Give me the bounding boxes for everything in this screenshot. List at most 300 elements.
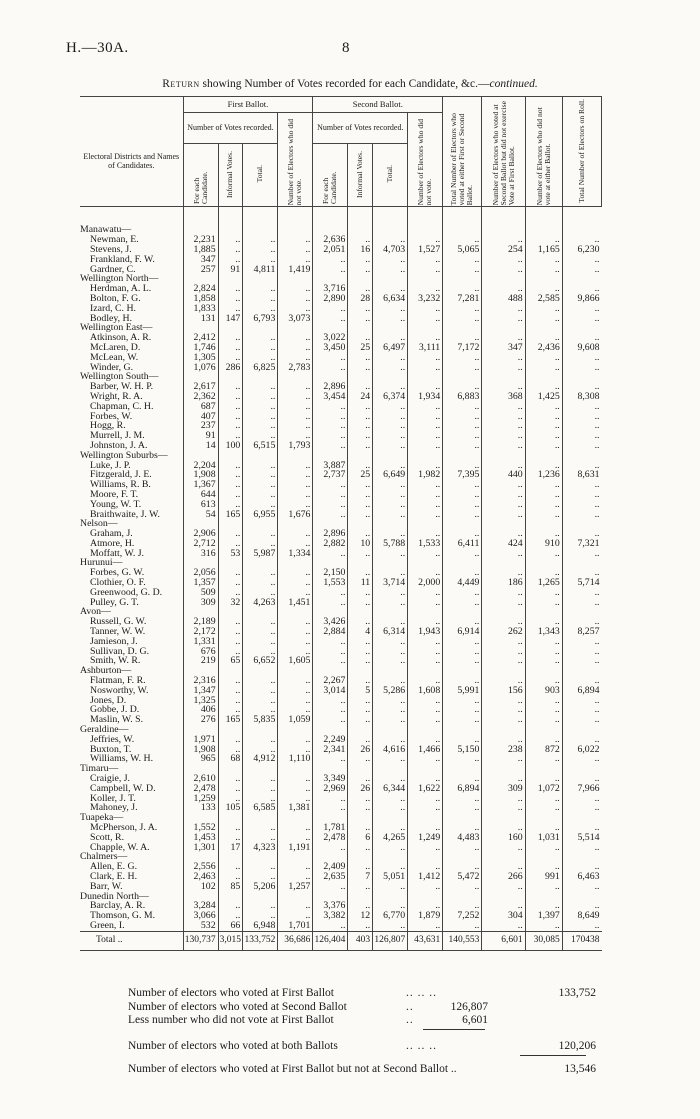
vote-cell: .. [218,794,243,804]
vote-cell: .. [278,294,313,304]
vote-cell: .. [562,715,601,725]
vote-cell: .. [218,490,243,500]
vote-cell: .. [482,598,525,608]
name-text: McLean, W. [90,351,139,363]
vote-cell: .. [408,353,443,363]
vote-cell: .. [218,461,243,471]
name-text: Wellington East— [80,322,153,334]
vote-cell: .. [525,412,562,422]
vote-cell: 3,454 [313,392,348,402]
vote-cell: .. [482,510,525,520]
vote-cell: .. [443,617,482,627]
name-text: Campbell, W. D. [90,782,156,794]
vote-cell: .. [218,735,243,745]
vote-cell: 160 [482,833,525,843]
vote-cell: .. [373,412,408,422]
name-text: Clark, E. H. [90,870,138,882]
vote-cell: 1,059 [278,715,313,725]
vote-cell: .. [443,363,482,373]
vote-cell: .. [313,882,348,892]
vote-cell: .. [243,647,278,657]
vote-cell: .. [408,333,443,343]
vote-cell: .. [373,823,408,833]
vote-cell: 7,281 [443,294,482,304]
vote-cell: .. [443,823,482,833]
vote-cell: .. [373,529,408,539]
vote-cell: .. [218,392,243,402]
vote-cell: .. [482,490,525,500]
vote-cell: .. [373,715,408,725]
vote-cell: 8,649 [562,911,601,921]
vote-cell: .. [278,647,313,657]
vote-cell: 7,966 [562,784,601,794]
vote-cell: .. [243,774,278,784]
vote-cell: .. [243,382,278,392]
first-ballot-header: First Ballot. [183,97,313,113]
vote-cell: .. [408,617,443,627]
vote-cell: .. [243,578,278,588]
vote-cell: 407 [183,412,218,422]
vote-cell: 25 [348,470,373,480]
name-text: Braithwaite, J. W. [90,508,160,520]
vote-cell: 1,331 [183,637,218,647]
vote-cell: 1,605 [278,656,313,666]
name-text: Nosworthy, W. [90,684,149,696]
vote-cell: 2,362 [183,392,218,402]
name-text: Graham, J. [90,528,133,540]
vote-cell: 1,533 [408,539,443,549]
vote-cell: .. [562,588,601,598]
vote-cell: 7,172 [443,343,482,353]
vote-cell: .. [313,304,348,314]
vote-cell: 4,449 [443,578,482,588]
vote-cell: .. [243,529,278,539]
vote-cell: 1,031 [525,833,562,843]
vote-cell: .. [243,617,278,627]
second-informal-text: Informal Votes. [355,150,365,198]
vote-cell: 266 [482,872,525,882]
vote-cell: .. [408,255,443,265]
name-text: Luke, J. P. [90,459,131,471]
vote-cell: .. [348,461,373,471]
name-text: Sullivan, D. G. [90,645,150,657]
vote-cell: .. [243,901,278,911]
total-cell: 126,807 [373,931,408,950]
vote-cell: .. [373,284,408,294]
vote-cell: .. [278,304,313,314]
summary-value: 13,546 [564,1063,596,1075]
vote-cell: .. [373,921,408,931]
vote-cell: .. [348,500,373,510]
vote-cell: .. [313,314,348,324]
total-cell: 3,015 [218,931,243,950]
vote-cell: .. [443,490,482,500]
summary-label: Less number who did not vote at First Ballot [128,1014,334,1026]
vote-cell: .. [408,382,443,392]
total-cell: 6,601 [482,931,525,950]
vote-cell: 1,425 [525,392,562,402]
vote-cell: 6,948 [243,921,278,931]
vote-cell: 65 [218,656,243,666]
vote-cell: .. [313,510,348,520]
summary-line [128,1001,608,1015]
vote-cell: 2,409 [313,862,348,872]
vote-cell: 91 [218,265,243,275]
vote-cell: .. [373,461,408,471]
vote-cell: .. [278,343,313,353]
vote-cell: 6,344 [373,784,408,794]
summary-line [128,987,608,1001]
vote-cell: 2,150 [313,568,348,578]
vote-cell: .. [278,872,313,882]
vote-cell: 309 [183,598,218,608]
vote-cell: .. [525,510,562,520]
vote-cell: .. [218,696,243,706]
vote-cell: .. [313,656,348,666]
vote-cell: 3,232 [408,294,443,304]
vote-cell: 3,066 [183,911,218,921]
document-code: H.—30A. [66,40,129,56]
vote-cell: .. [525,735,562,745]
candidate-row [80,715,602,725]
vote-cell: .. [525,774,562,784]
caption-continued: continued. [489,78,538,90]
vote-cell: .. [408,705,443,715]
vote-cell: 2,783 [278,363,313,373]
vote-cell: .. [443,304,482,314]
vote-cell: .. [408,637,443,647]
vote-cell: 2,896 [313,529,348,539]
vote-cell: .. [408,794,443,804]
vote-cell: 6,497 [373,343,408,353]
vote-cell: .. [443,568,482,578]
vote-cell: .. [218,245,243,255]
summary-rule [423,1029,485,1030]
vote-cell: 5,065 [443,245,482,255]
name-text: Frankland, F. W. [90,253,155,265]
vote-cell: 237 [183,421,218,431]
vote-cell: .. [348,735,373,745]
vote-cell: .. [482,882,525,892]
vote-cell: .. [243,235,278,245]
vote-cell: 5,987 [243,549,278,559]
vote-cell: 7,395 [443,470,482,480]
vote-cell: .. [348,382,373,392]
vote-cell: .. [408,862,443,872]
vote-cell: .. [373,735,408,745]
vote-cell: .. [313,715,348,725]
vote-cell: .. [278,676,313,686]
summary-label: Number of electors who voted at both Ballots [128,1039,338,1052]
vote-cell: 1,367 [183,480,218,490]
vote-cell: .. [348,617,373,627]
did-not-vote-either-text: Number of Electors who did not vote at either Ballot. [534,107,552,206]
vote-cell: 2,436 [525,343,562,353]
summary-value: 6,601 [462,1014,488,1026]
vote-cell: .. [373,353,408,363]
vote-cell: .. [243,784,278,794]
vote-cell: .. [348,715,373,725]
vote-cell: .. [373,862,408,872]
vote-cell: .. [348,480,373,490]
vote-cell: 991 [525,872,562,882]
vote-cell: .. [373,676,408,686]
vote-cell: .. [373,510,408,520]
vote-cell: .. [408,823,443,833]
vote-cell: .. [562,441,601,451]
vote-cell: .. [408,421,443,431]
vote-cell: 6,022 [562,745,601,755]
vote-cell: 4,483 [443,833,482,843]
summary-label: Number of electors who voted at First Ballot [128,987,335,999]
vote-cell: 1,982 [408,470,443,480]
vote-cell: .. [482,568,525,578]
summary-label: Number of electors who voted at Second Ballot [128,1000,347,1013]
vote-cell: .. [278,588,313,598]
vote-cell: 1,076 [183,363,218,373]
vote-cell: .. [348,549,373,559]
vote-cell: 2,249 [313,735,348,745]
vote-cell: .. [482,255,525,265]
vote-cell: 5,788 [373,539,408,549]
vote-cell: .. [218,431,243,441]
vote-cell: .. [348,412,373,422]
vote-cell: 2,636 [313,235,348,245]
name-text: Greenwood, G. D. [90,586,163,598]
candidate-row [80,510,602,520]
vote-cell: .. [313,363,348,373]
vote-cell: 1,257 [278,882,313,892]
vote-cell: .. [408,529,443,539]
vote-cell: 6,883 [443,392,482,402]
vote-cell: .. [243,705,278,715]
total-cell: 403 [348,931,373,950]
vote-cell: .. [443,774,482,784]
vote-cell: 424 [482,539,525,549]
vote-cell: .. [313,794,348,804]
vote-cell: .. [562,754,601,764]
vote-cell: .. [218,529,243,539]
vote-cell: 6,955 [243,510,278,520]
vote-cell: .. [243,745,278,755]
vote-cell: 1,885 [183,245,218,255]
vote-cell: 2,882 [313,539,348,549]
vote-cell: .. [408,774,443,784]
vote-cell: .. [525,304,562,314]
vote-cell: .. [482,901,525,911]
name-text: Jones, D. [90,694,127,706]
vote-cell: .. [218,901,243,911]
vote-cell: .. [373,617,408,627]
vote-cell: .. [278,911,313,921]
vote-cell: .. [482,314,525,324]
vote-cell: 5,286 [373,686,408,696]
first-did-not-vote-text: Number of Electors who did not vote. [286,118,304,206]
name-text: Chapman, C. H. [90,400,154,412]
first-informal-text: Informal Votes. [225,150,235,198]
summary-label: Number of electors who voted at First Ballot but not at Second Ballot .. [128,1063,457,1075]
vote-cell: .. [313,921,348,931]
vote-cell: 53 [218,549,243,559]
vote-cell: .. [482,754,525,764]
vote-cell: .. [243,911,278,921]
vote-cell: .. [482,412,525,422]
vote-cell: .. [562,402,601,412]
vote-cell: 872 [525,745,562,755]
vote-cell: 17 [218,843,243,853]
vote-cell: .. [562,490,601,500]
vote-cell: .. [525,441,562,451]
name-text: Barclay, A. R. [90,900,146,912]
vote-cell: .. [482,862,525,872]
vote-cell: .. [243,637,278,647]
vote-cell: .. [443,588,482,598]
name-text: Wright, R. A. [90,390,143,402]
vote-cell: 4 [348,627,373,637]
vote-cell: 2,189 [183,617,218,627]
vote-cell: .. [278,284,313,294]
vote-cell: .. [525,705,562,715]
vote-cell: .. [408,265,443,275]
vote-cell: .. [218,333,243,343]
vote-cell: .. [408,461,443,471]
vote-cell: .. [348,598,373,608]
vote-cell: .. [525,353,562,363]
vote-cell: .. [348,353,373,363]
vote-cell: 2,585 [525,294,562,304]
vote-cell: 6,770 [373,911,408,921]
vote-cell: .. [443,500,482,510]
total-on-roll-text: Total Number of Electors on Roll. [576,98,586,203]
vote-cell: 2,906 [183,529,218,539]
vote-cell: .. [525,461,562,471]
vote-cell: .. [243,490,278,500]
vote-cell: .. [278,578,313,588]
vote-cell: .. [243,431,278,441]
vote-cell: 7,321 [562,539,601,549]
vote-cell: .. [373,333,408,343]
vote-cell: .. [562,921,601,931]
vote-cell: 5 [348,686,373,696]
vote-cell: 3,426 [313,617,348,627]
vote-cell: .. [313,843,348,853]
vote-cell: .. [373,441,408,451]
vote-cell: .. [348,255,373,265]
vote-cell: .. [243,245,278,255]
vote-cell: 4,912 [243,754,278,764]
second-votes-recorded-header: Number of Votes recorded. [313,113,408,144]
total-cell: 30,085 [525,931,562,950]
vote-cell: .. [482,588,525,598]
vote-cell: 102 [183,882,218,892]
vote-cell: .. [243,304,278,314]
vote-cell: 6,649 [373,470,408,480]
vote-cell: .. [218,627,243,637]
vote-cell: 3,887 [313,461,348,471]
vote-cell: .. [373,382,408,392]
vote-cell: 2,231 [183,235,218,245]
vote-cell: .. [218,637,243,647]
vote-cell: .. [525,421,562,431]
vote-cell: .. [408,500,443,510]
vote-cell: .. [278,470,313,480]
vote-cell: .. [313,500,348,510]
vote-cell: .. [218,833,243,843]
vote-cell: 2,610 [183,774,218,784]
vote-cell: .. [562,265,601,275]
vote-cell: .. [408,549,443,559]
name-text: Wellington South— [80,371,159,383]
vote-cell: .. [278,833,313,843]
total-cell: 133,752 [243,931,278,950]
vote-cell: .. [525,255,562,265]
summary-rule [520,1055,586,1056]
vote-cell: 2,412 [183,333,218,343]
vote-cell: .. [482,500,525,510]
vote-cell: 347 [482,343,525,353]
vote-cell: .. [348,862,373,872]
name-text: Scott, R. [90,831,125,843]
name-text: Jamieson, J. [90,635,138,647]
vote-cell: 1,908 [183,745,218,755]
vote-cell: .. [443,265,482,275]
vote-cell: 5,714 [562,578,601,588]
name-text: Ashburton— [80,665,132,677]
name-text: Barr, W. [90,880,123,892]
vote-cell: 3,716 [313,284,348,294]
name-text: Chapple, W. A. [90,841,150,853]
vote-cell: .. [525,588,562,598]
vote-cell: .. [348,304,373,314]
vote-cell: 347 [183,255,218,265]
vote-cell: .. [373,901,408,911]
vote-cell: .. [443,754,482,764]
vote-cell: 1,451 [278,598,313,608]
vote-cell: .. [525,617,562,627]
vote-cell: .. [348,314,373,324]
vote-cell: 26 [348,784,373,794]
vote-cell: 613 [183,500,218,510]
second-ballot-header: Second Ballot. [313,97,443,113]
vote-cell: .. [373,774,408,784]
vote-cell: .. [373,421,408,431]
vote-cell: .. [408,715,443,725]
vote-cell: .. [408,882,443,892]
vote-cell: .. [348,882,373,892]
name-text: Murrell, J. M. [90,430,145,442]
vote-cell: .. [562,705,601,715]
vote-cell: .. [243,461,278,471]
vote-cell: .. [373,656,408,666]
vote-cell: .. [562,314,601,324]
vote-cell: .. [218,862,243,872]
name-text: Smith, W. R. [90,655,141,667]
vote-cell: .. [482,823,525,833]
vote-cell: 286 [218,363,243,373]
vote-cell: 6,825 [243,363,278,373]
vote-cell: .. [562,637,601,647]
vote-cell: .. [373,882,408,892]
vote-cell: 3,450 [313,343,348,353]
vote-cell: .. [373,637,408,647]
vote-cell: .. [562,794,601,804]
name-text: Tuapeka— [80,812,124,824]
vote-cell: .. [348,676,373,686]
vote-cell: 6 [348,833,373,843]
vote-cell: 219 [183,656,218,666]
vote-cell: .. [443,441,482,451]
vote-cell: .. [313,549,348,559]
